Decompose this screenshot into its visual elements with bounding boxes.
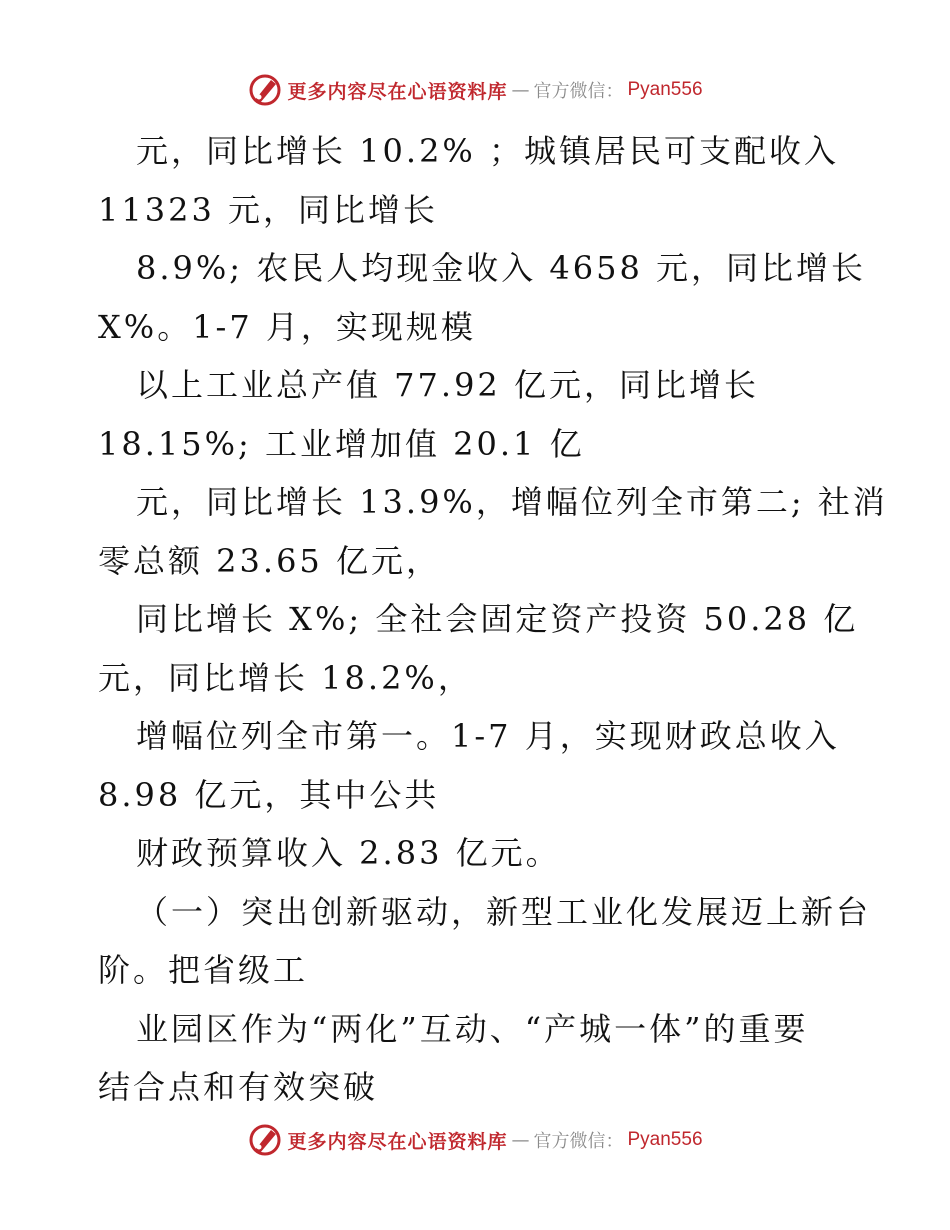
watermark-site-text: 更多内容尽在心语资料库: [287, 1130, 508, 1153]
text-line: （一）突出创新驱动，新型工业化发展迈上新台: [136, 892, 872, 931]
watermark-site-text: 更多内容尽在心语资料库: [287, 80, 508, 103]
watermark-wechat-label: 官方微信：: [533, 81, 624, 102]
watermark-separator: —: [511, 79, 530, 101]
document-body: [98, 122, 888, 1117]
text-line: 以上工业总产值 77.92 亿元，同比增长: [136, 366, 759, 404]
watermark-wechat-id: Pyan556: [627, 79, 703, 100]
text-line: 业园区作为“两化”互动、“产城一体”的重要: [136, 1009, 809, 1048]
text-line: X%。1-7 月，实现规模: [98, 307, 476, 346]
watermark-wechat-label: 官方微信：: [533, 1131, 624, 1152]
text-line: 元，同比增长 13.9%，增幅位列全市第二; 社消: [136, 483, 888, 521]
text-line: 元，同比增长 18.2%，: [98, 658, 473, 697]
text-line: 增幅位列全市第一。1-7 月，实现财政总收入: [136, 717, 840, 755]
text-line: 零总额 23.65 亿元，: [98, 541, 441, 580]
text-line: 8.98 亿元，其中公共: [98, 775, 440, 814]
watermark-wechat-id: Pyan556: [627, 1129, 703, 1150]
pen-logo-icon: [247, 1122, 283, 1158]
text-line: 同比增长 X%; 全社会固定资产投资 50.28 亿: [136, 600, 859, 638]
text-line: 元，同比增长 10.2% ；城镇居民可支配收入: [136, 132, 840, 170]
text-line: 结合点和有效突破: [98, 1068, 379, 1106]
text-line: 11323 元，同比增长: [98, 190, 438, 229]
header-watermark: [0, 70, 950, 110]
text-line: 8.9%; 农民人均现金收入 4658 元，同比增长: [136, 249, 867, 287]
text-line: 18.15%; 工业增加值 20.1 亿: [98, 424, 585, 463]
watermark-separator: —: [511, 1129, 530, 1151]
text-line: 财政预算收入 2.83 亿元。: [136, 834, 561, 872]
footer-watermark: [0, 1120, 950, 1160]
text-line: 阶。把省级工: [98, 951, 309, 989]
pen-logo-icon: [247, 72, 283, 108]
